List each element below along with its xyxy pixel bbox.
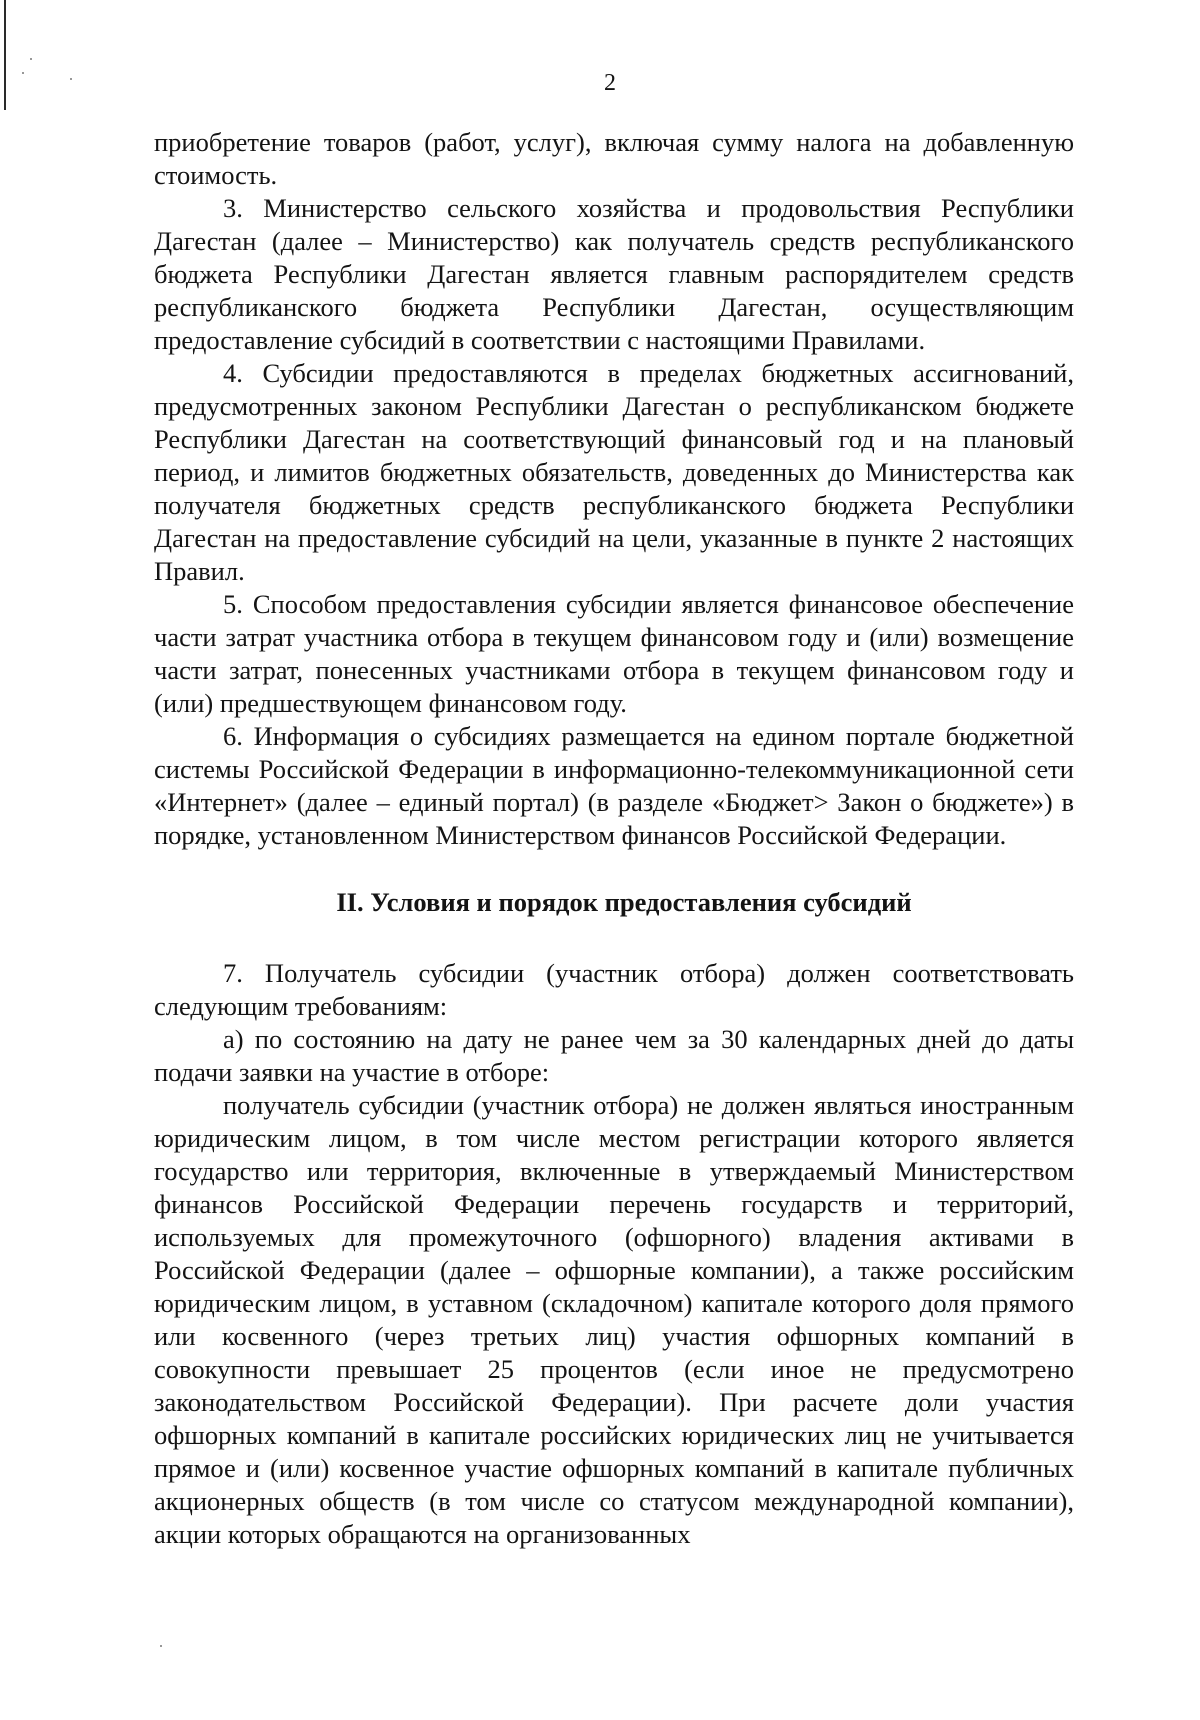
page-number: 2 bbox=[604, 70, 616, 96]
paragraph-continuation: приобретение товаров (работ, услуг), включая сумму налога на добавленную стоимость. bbox=[154, 127, 1074, 190]
scan-speck bbox=[30, 58, 32, 60]
paragraph-5: 5. Способом предоставления субсидии является финансовое обеспечение части затрат участника отбора в текущем финансовом году и (или) возмещение части затрат, понесенных участниками отбора в текущем финансовом году и (или) предшествующем финансовом году. bbox=[154, 589, 1074, 718]
paragraph-4: 4. Субсидии предоставляются в пределах бюджетных ассигнований, предусмотренных законом Республики Дагестан о республиканском бюджете Республики Дагестан на соответствующий финансовый год и на плановый период, и лимитов бюджетных обязательств, доведенных до Министерства как получателя бюджетных средств республиканского бюджета Республики Дагестан на предоставление субсидий на цели, указанные в пункте 2 настоящих Правил. bbox=[154, 358, 1074, 586]
paragraph-3: 3. Министерство сельского хозяйства и продовольствия Республики Дагестан (далее – Министерство) как получатель средств республиканского бюджета Республики Дагестан является главным распорядителем средств республиканского бюджета Республики Дагестан, осуществляющим предоставление субсидий в соответствии с настоящими Правилами. bbox=[154, 193, 1074, 355]
paragraph-7a: а) по состоянию на дату не ранее чем за 30 календарных дней до даты подачи заявки на участие в отборе: bbox=[154, 1024, 1074, 1087]
paragraph-6: 6. Информация о субсидиях размещается на едином портале бюджетной системы Российской Федерации в информационно-телекоммуникационной сети «Интернет» (далее – единый портал) (в разделе «Бюджет> Закон о бюджете») в порядке, установленном Министерством финансов Российской Федерации. bbox=[154, 721, 1074, 850]
scan-speck bbox=[160, 1645, 162, 1647]
section-heading: II. Условия и порядок предоставления субсидий bbox=[336, 887, 912, 917]
paragraph-7a-requirement: получатель субсидии (участник отбора) не должен являться иностранным юридическим лицом, в том числе местом регистрации которого является государство или территория, включенные в утверждаемый Министерством финансов Российской Федерации перечень государств и территорий, используемых для промежуточного (офшорного) владения активами в Российской Федерации (далее – офшорные компании), а также российским юридическим лицом, в уставном (складочном) капитале которого доля прямого или косвенного (через третьих лиц) участия офшорных компаний в совокупности превышает 25 процентов (если иное не предусмотрено законодательством Российской Федерации). При расчете доли участия офшорных компаний в капитале российских юридических лиц не учитывается прямое и (или) косвенное участие офшорных компаний в капитале публичных акционерных обществ (в том числе со статусом международной компании), акции которых обращаются на организованных bbox=[154, 1090, 1074, 1549]
document-body bbox=[154, 126, 1074, 1551]
paragraph-7: 7. Получатель субсидии (участник отбора) должен соответствовать следующим требованиям: bbox=[154, 958, 1074, 1021]
